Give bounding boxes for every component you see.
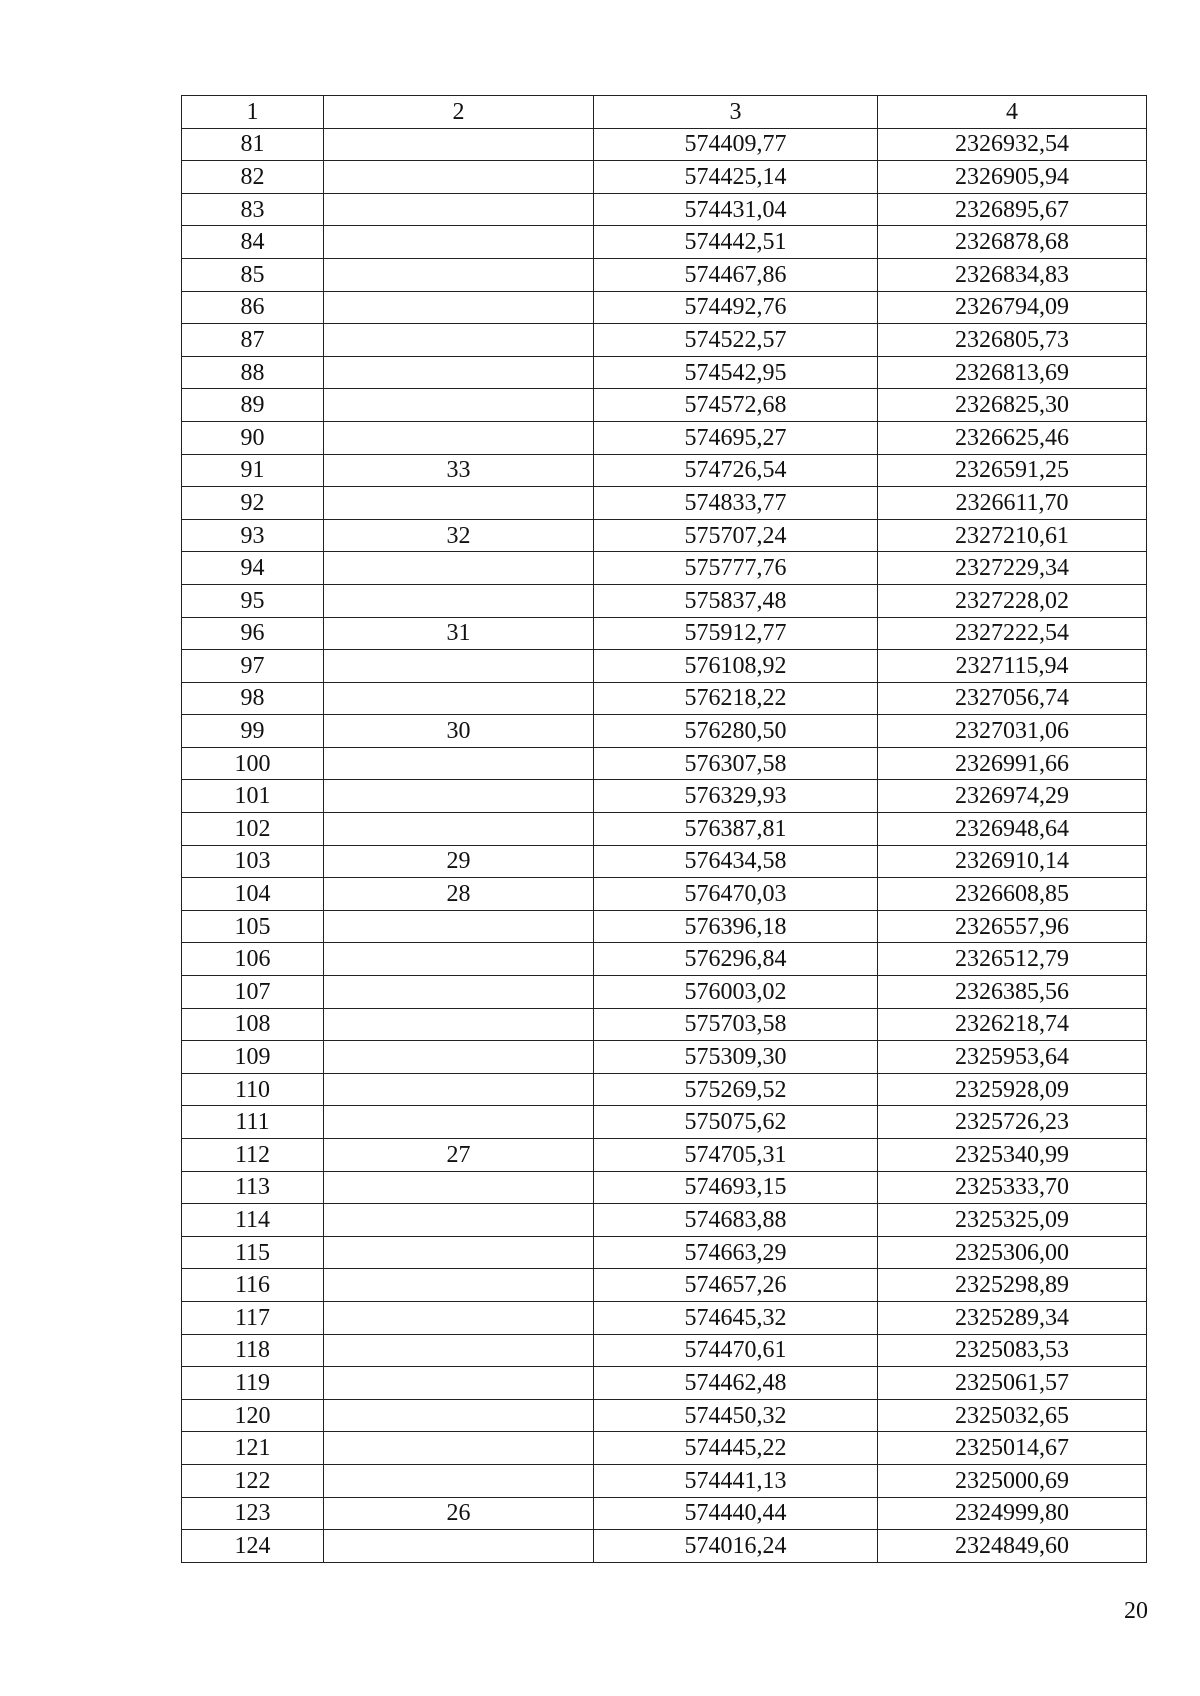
section-cell — [324, 780, 594, 813]
table-row — [182, 1269, 1147, 1302]
point-number-cell: 111 — [182, 1106, 324, 1139]
point-number-cell: 103 — [182, 845, 324, 878]
section-cell — [324, 356, 594, 389]
x-coordinate-cell: 575777,76 — [594, 552, 878, 585]
y-coordinate-cell: 2325014,67 — [878, 1432, 1147, 1465]
x-coordinate-cell: 574726,54 — [594, 454, 878, 487]
y-coordinate-cell: 2326813,69 — [878, 356, 1147, 389]
point-number-cell: 89 — [182, 389, 324, 422]
table-row — [182, 1008, 1147, 1041]
x-coordinate-cell: 576296,84 — [594, 943, 878, 976]
section-cell: 28 — [324, 878, 594, 911]
table-row — [182, 552, 1147, 585]
table-row — [182, 617, 1147, 650]
table-row — [182, 1497, 1147, 1530]
y-coordinate-cell: 2325333,70 — [878, 1171, 1147, 1204]
y-coordinate-cell: 2325000,69 — [878, 1464, 1147, 1497]
y-coordinate-cell: 2325061,57 — [878, 1367, 1147, 1400]
point-number-cell: 109 — [182, 1041, 324, 1074]
x-coordinate-cell: 575075,62 — [594, 1106, 878, 1139]
table-row — [182, 487, 1147, 520]
section-cell — [324, 1073, 594, 1106]
table-row — [182, 1334, 1147, 1367]
x-coordinate-cell: 575269,52 — [594, 1073, 878, 1106]
point-number-cell: 121 — [182, 1432, 324, 1465]
point-number-cell: 97 — [182, 650, 324, 683]
point-number-cell: 122 — [182, 1464, 324, 1497]
x-coordinate-cell: 576003,02 — [594, 976, 878, 1009]
x-coordinate-cell: 574440,44 — [594, 1497, 878, 1530]
section-cell — [324, 1269, 594, 1302]
section-cell — [324, 161, 594, 194]
section-cell — [324, 324, 594, 357]
section-cell — [324, 291, 594, 324]
section-cell — [324, 1530, 594, 1563]
table-row — [182, 1367, 1147, 1400]
table-row — [182, 1432, 1147, 1465]
y-coordinate-cell: 2326611,70 — [878, 487, 1147, 520]
section-cell — [324, 1106, 594, 1139]
point-number-cell: 98 — [182, 682, 324, 715]
y-coordinate-cell: 2325306,00 — [878, 1236, 1147, 1269]
point-number-cell: 84 — [182, 226, 324, 259]
y-coordinate-cell: 2326218,74 — [878, 1008, 1147, 1041]
point-number-cell: 86 — [182, 291, 324, 324]
y-coordinate-cell: 2325083,53 — [878, 1334, 1147, 1367]
y-coordinate-cell: 2326591,25 — [878, 454, 1147, 487]
x-coordinate-cell: 574492,76 — [594, 291, 878, 324]
point-number-cell: 107 — [182, 976, 324, 1009]
x-coordinate-cell: 574470,61 — [594, 1334, 878, 1367]
point-number-cell: 92 — [182, 487, 324, 520]
x-coordinate-cell: 574445,22 — [594, 1432, 878, 1465]
section-cell — [324, 552, 594, 585]
y-coordinate-cell: 2325298,89 — [878, 1269, 1147, 1302]
table-row — [182, 128, 1147, 161]
table-body — [182, 128, 1147, 1562]
x-coordinate-cell: 574441,13 — [594, 1464, 878, 1497]
header-cell-3: 3 — [594, 96, 878, 129]
table-row — [182, 291, 1147, 324]
y-coordinate-cell: 2327229,34 — [878, 552, 1147, 585]
point-number-cell: 119 — [182, 1367, 324, 1400]
x-coordinate-cell: 576280,50 — [594, 715, 878, 748]
table-row — [182, 324, 1147, 357]
x-coordinate-cell: 575703,58 — [594, 1008, 878, 1041]
table-row — [182, 258, 1147, 291]
x-coordinate-cell: 574016,24 — [594, 1530, 878, 1563]
table-row — [182, 910, 1147, 943]
section-cell — [324, 1008, 594, 1041]
point-number-cell: 115 — [182, 1236, 324, 1269]
point-number-cell: 82 — [182, 161, 324, 194]
y-coordinate-cell: 2324999,80 — [878, 1497, 1147, 1530]
x-coordinate-cell: 575837,48 — [594, 584, 878, 617]
point-number-cell: 99 — [182, 715, 324, 748]
table-row — [182, 780, 1147, 813]
section-cell — [324, 226, 594, 259]
point-number-cell: 118 — [182, 1334, 324, 1367]
section-cell — [324, 487, 594, 520]
x-coordinate-cell: 576108,92 — [594, 650, 878, 683]
point-number-cell: 90 — [182, 421, 324, 454]
point-number-cell: 105 — [182, 910, 324, 943]
x-coordinate-cell: 576329,93 — [594, 780, 878, 813]
y-coordinate-cell: 2326910,14 — [878, 845, 1147, 878]
point-number-cell: 85 — [182, 258, 324, 291]
y-coordinate-cell: 2326557,96 — [878, 910, 1147, 943]
table-row — [182, 421, 1147, 454]
point-number-cell: 88 — [182, 356, 324, 389]
section-cell — [324, 193, 594, 226]
point-number-cell: 83 — [182, 193, 324, 226]
point-number-cell: 110 — [182, 1073, 324, 1106]
point-number-cell: 117 — [182, 1301, 324, 1334]
x-coordinate-cell: 574657,26 — [594, 1269, 878, 1302]
point-number-cell: 101 — [182, 780, 324, 813]
section-cell: 31 — [324, 617, 594, 650]
table-row — [182, 943, 1147, 976]
point-number-cell: 96 — [182, 617, 324, 650]
table-row — [182, 1236, 1147, 1269]
point-number-cell: 108 — [182, 1008, 324, 1041]
x-coordinate-cell: 574705,31 — [594, 1139, 878, 1172]
table-row — [182, 1301, 1147, 1334]
y-coordinate-cell: 2325340,99 — [878, 1139, 1147, 1172]
point-number-cell: 116 — [182, 1269, 324, 1302]
header-cell-1: 1 — [182, 96, 324, 129]
x-coordinate-cell: 575912,77 — [594, 617, 878, 650]
y-coordinate-cell: 2326991,66 — [878, 747, 1147, 780]
table-row — [182, 1041, 1147, 1074]
x-coordinate-cell: 574645,32 — [594, 1301, 878, 1334]
y-coordinate-cell: 2327056,74 — [878, 682, 1147, 715]
table-header-row — [182, 96, 1147, 129]
x-coordinate-cell: 574462,48 — [594, 1367, 878, 1400]
table-row — [182, 1399, 1147, 1432]
section-cell — [324, 584, 594, 617]
y-coordinate-cell: 2326625,46 — [878, 421, 1147, 454]
section-cell — [324, 650, 594, 683]
y-coordinate-cell: 2325726,23 — [878, 1106, 1147, 1139]
point-number-cell: 94 — [182, 552, 324, 585]
y-coordinate-cell: 2326385,56 — [878, 976, 1147, 1009]
table-row — [182, 226, 1147, 259]
y-coordinate-cell: 2326932,54 — [878, 128, 1147, 161]
table-row — [182, 976, 1147, 1009]
table-row — [182, 584, 1147, 617]
x-coordinate-cell: 575707,24 — [594, 519, 878, 552]
y-coordinate-cell: 2326608,85 — [878, 878, 1147, 911]
section-cell — [324, 910, 594, 943]
y-coordinate-cell: 2327031,06 — [878, 715, 1147, 748]
point-number-cell: 93 — [182, 519, 324, 552]
y-coordinate-cell: 2326974,29 — [878, 780, 1147, 813]
table-row — [182, 1139, 1147, 1172]
section-cell — [324, 747, 594, 780]
section-cell — [324, 1236, 594, 1269]
point-number-cell: 124 — [182, 1530, 324, 1563]
x-coordinate-cell: 575309,30 — [594, 1041, 878, 1074]
table-row — [182, 1073, 1147, 1106]
header-cell-2: 2 — [324, 96, 594, 129]
section-cell — [324, 943, 594, 976]
y-coordinate-cell: 2327222,54 — [878, 617, 1147, 650]
x-coordinate-cell: 576434,58 — [594, 845, 878, 878]
y-coordinate-cell: 2327210,61 — [878, 519, 1147, 552]
point-number-cell: 112 — [182, 1139, 324, 1172]
x-coordinate-cell: 574695,27 — [594, 421, 878, 454]
table-row — [182, 845, 1147, 878]
x-coordinate-cell: 576387,81 — [594, 813, 878, 846]
table-row — [182, 454, 1147, 487]
y-coordinate-cell: 2325289,34 — [878, 1301, 1147, 1334]
section-cell — [324, 128, 594, 161]
x-coordinate-cell: 576218,22 — [594, 682, 878, 715]
table-row — [182, 1204, 1147, 1237]
x-coordinate-cell: 576307,58 — [594, 747, 878, 780]
y-coordinate-cell: 2327115,94 — [878, 650, 1147, 683]
y-coordinate-cell: 2326948,64 — [878, 813, 1147, 846]
x-coordinate-cell: 574409,77 — [594, 128, 878, 161]
section-cell — [324, 1399, 594, 1432]
x-coordinate-cell: 574833,77 — [594, 487, 878, 520]
point-number-cell: 87 — [182, 324, 324, 357]
section-cell — [324, 813, 594, 846]
x-coordinate-cell: 576396,18 — [594, 910, 878, 943]
point-number-cell: 114 — [182, 1204, 324, 1237]
section-cell: 33 — [324, 454, 594, 487]
x-coordinate-cell: 574683,88 — [594, 1204, 878, 1237]
x-coordinate-cell: 574663,29 — [594, 1236, 878, 1269]
table-row — [182, 813, 1147, 846]
table-row — [182, 389, 1147, 422]
table-row — [182, 650, 1147, 683]
section-cell — [324, 682, 594, 715]
point-number-cell: 113 — [182, 1171, 324, 1204]
point-number-cell: 123 — [182, 1497, 324, 1530]
table-row — [182, 1530, 1147, 1563]
section-cell — [324, 1464, 594, 1497]
section-cell: 27 — [324, 1139, 594, 1172]
point-number-cell: 100 — [182, 747, 324, 780]
point-number-cell: 102 — [182, 813, 324, 846]
section-cell: 30 — [324, 715, 594, 748]
x-coordinate-cell: 574450,32 — [594, 1399, 878, 1432]
table-row — [182, 193, 1147, 226]
section-cell — [324, 1334, 594, 1367]
page-number: 20 — [1124, 1598, 1148, 1624]
point-number-cell: 95 — [182, 584, 324, 617]
section-cell — [324, 258, 594, 291]
x-coordinate-cell: 574431,04 — [594, 193, 878, 226]
table-row — [182, 878, 1147, 911]
section-cell: 26 — [324, 1497, 594, 1530]
section-cell: 29 — [324, 845, 594, 878]
y-coordinate-cell: 2327228,02 — [878, 584, 1147, 617]
x-coordinate-cell: 574572,68 — [594, 389, 878, 422]
table-row — [182, 682, 1147, 715]
header-cell-4: 4 — [878, 96, 1147, 129]
y-coordinate-cell: 2326905,94 — [878, 161, 1147, 194]
section-cell — [324, 976, 594, 1009]
table-row — [182, 519, 1147, 552]
x-coordinate-cell: 574442,51 — [594, 226, 878, 259]
point-number-cell: 106 — [182, 943, 324, 976]
point-number-cell: 91 — [182, 454, 324, 487]
table-row — [182, 747, 1147, 780]
table-row — [182, 1106, 1147, 1139]
section-cell — [324, 1367, 594, 1400]
x-coordinate-cell: 574425,14 — [594, 161, 878, 194]
table-row — [182, 161, 1147, 194]
x-coordinate-cell: 574467,86 — [594, 258, 878, 291]
y-coordinate-cell: 2325928,09 — [878, 1073, 1147, 1106]
y-coordinate-cell: 2324849,60 — [878, 1530, 1147, 1563]
y-coordinate-cell: 2325953,64 — [878, 1041, 1147, 1074]
table-row — [182, 356, 1147, 389]
y-coordinate-cell: 2326512,79 — [878, 943, 1147, 976]
y-coordinate-cell: 2326825,30 — [878, 389, 1147, 422]
y-coordinate-cell: 2325325,09 — [878, 1204, 1147, 1237]
y-coordinate-cell: 2326794,09 — [878, 291, 1147, 324]
section-cell — [324, 421, 594, 454]
section-cell — [324, 1301, 594, 1334]
section-cell — [324, 389, 594, 422]
y-coordinate-cell: 2326834,83 — [878, 258, 1147, 291]
y-coordinate-cell: 2325032,65 — [878, 1399, 1147, 1432]
x-coordinate-cell: 574693,15 — [594, 1171, 878, 1204]
y-coordinate-cell: 2326895,67 — [878, 193, 1147, 226]
section-cell — [324, 1432, 594, 1465]
section-cell: 32 — [324, 519, 594, 552]
y-coordinate-cell: 2326805,73 — [878, 324, 1147, 357]
y-coordinate-cell: 2326878,68 — [878, 226, 1147, 259]
point-number-cell: 120 — [182, 1399, 324, 1432]
section-cell — [324, 1204, 594, 1237]
section-cell — [324, 1041, 594, 1074]
x-coordinate-cell: 574542,95 — [594, 356, 878, 389]
coordinates-table — [181, 95, 1147, 1563]
section-cell — [324, 1171, 594, 1204]
x-coordinate-cell: 576470,03 — [594, 878, 878, 911]
x-coordinate-cell: 574522,57 — [594, 324, 878, 357]
point-number-cell: 81 — [182, 128, 324, 161]
point-number-cell: 104 — [182, 878, 324, 911]
table-row — [182, 715, 1147, 748]
table-row — [182, 1464, 1147, 1497]
table-row — [182, 1171, 1147, 1204]
